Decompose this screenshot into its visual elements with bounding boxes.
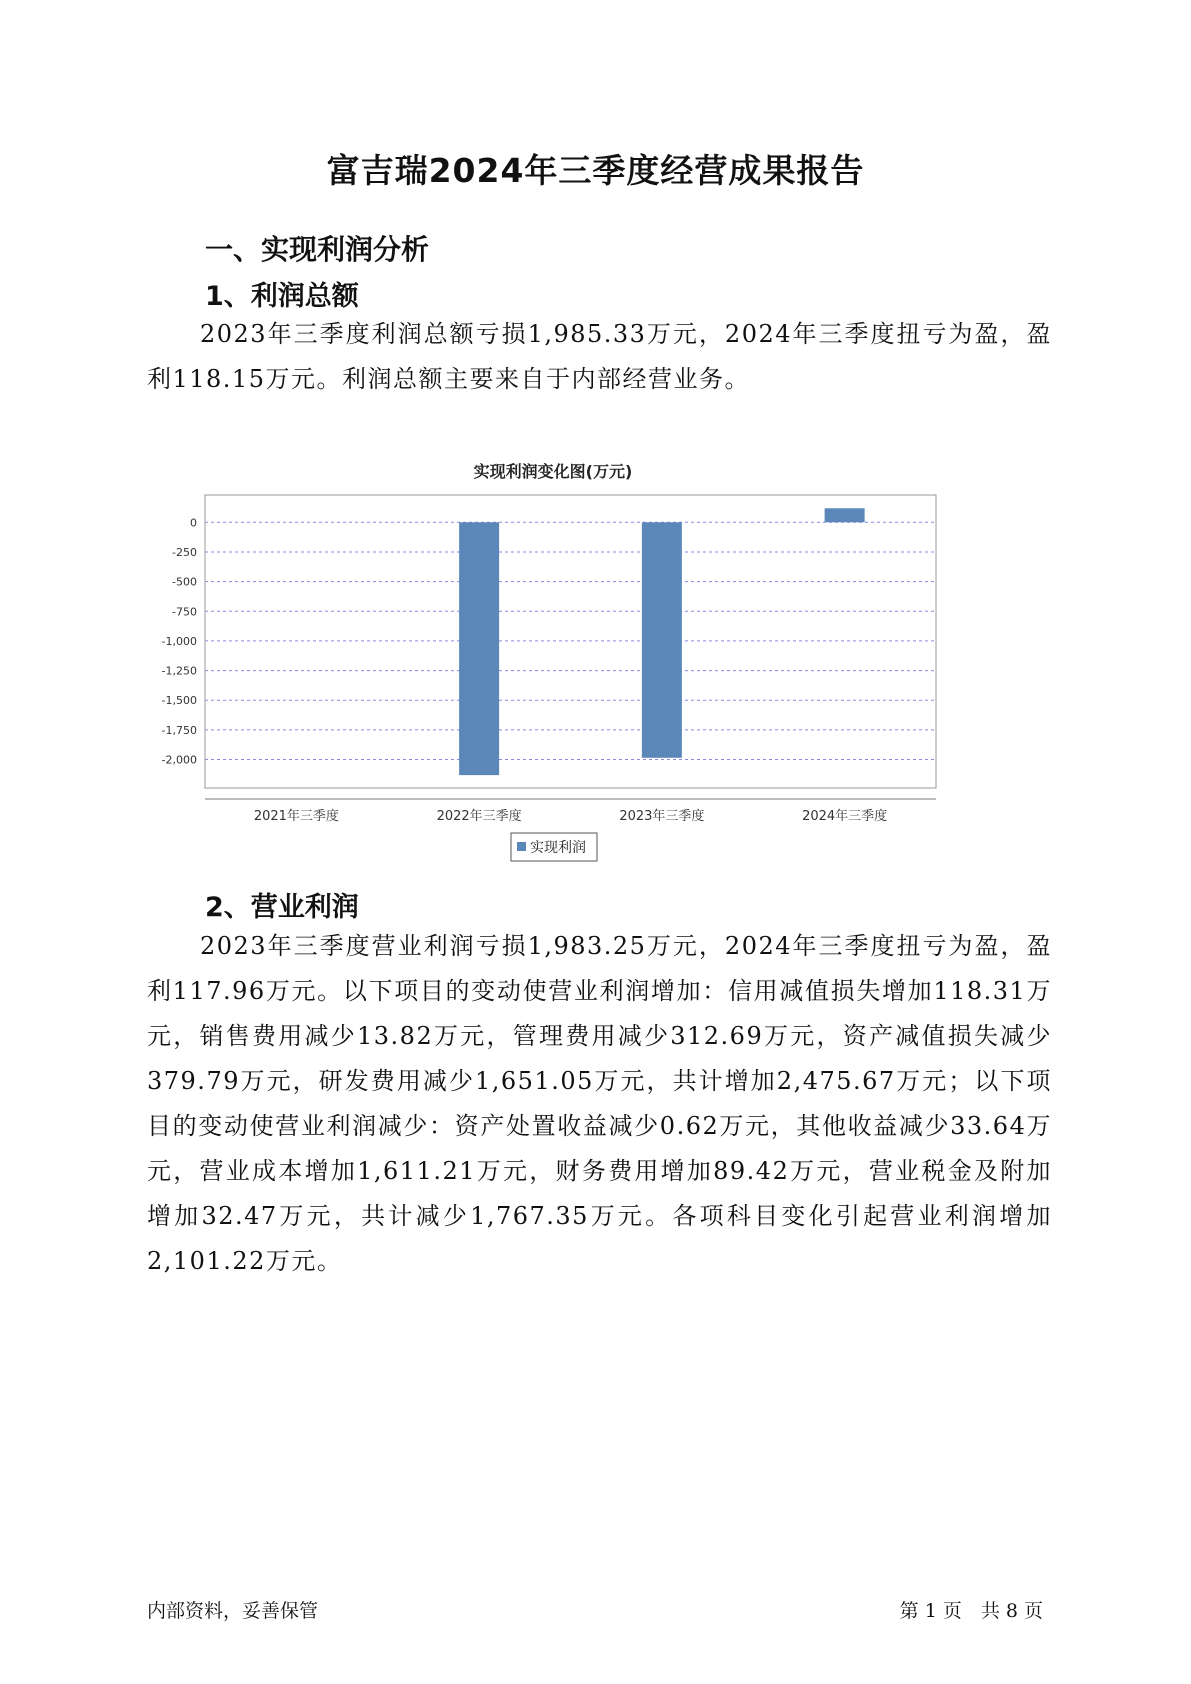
chart-title: 实现利润变化图(万元) xyxy=(473,462,633,481)
x-axis-ticks xyxy=(254,808,887,824)
x-tick-label: 2021年三季度 xyxy=(253,809,339,824)
y-tick-label: -2,000 xyxy=(161,753,197,767)
chart-bars xyxy=(459,508,865,775)
profit-chart xyxy=(160,455,1040,910)
y-tick-label: -500 xyxy=(172,575,197,589)
y-tick-label: -1,500 xyxy=(161,694,197,708)
report-title: 富吉瑞2024年三季度经营成果报告 xyxy=(326,151,865,190)
chart-legend xyxy=(511,833,597,861)
subsection-heading-operating-profit: 2、营业利润 xyxy=(205,892,359,923)
y-tick-label: -1,250 xyxy=(161,664,197,678)
x-tick-label: 2023年三季度 xyxy=(619,809,705,824)
bar-3 xyxy=(642,522,682,758)
bar-2 xyxy=(459,522,499,775)
chart-gridlines xyxy=(205,522,936,759)
x-tick-label: 2022年三季度 xyxy=(436,809,522,824)
legend-label: 实现利润 xyxy=(530,840,586,856)
total-profit-paragraph: 2023年三季度利润总额亏损1,985.33万元，2024年三季度扭亏为盈，盈利118.15万元。利润总额主要来自于内部经营业务。 xyxy=(147,320,1052,393)
y-tick-label: -1,000 xyxy=(161,634,197,648)
y-tick-label: -1,750 xyxy=(161,723,197,737)
operating-profit-paragraph: 2023年三季度营业利润亏损1,983.25万元，2024年三季度扭亏为盈，盈利117.96万元。以下项目的变动使营业利润增加：信用减值损失增加118.31万元，销售费用减少13.82万元，管理费用减少312.69万元，资产减值损失减少379.79万元，研发费用减少1,651.05万元，共计增加2,475.67万元；以下项目的变动使营业利润减少：资产处置收益减少0.62万元，其他收益减少33.64万元，营业成本增加1,611.21万元，财务费用增加89.42万元，营业税金及附加增加32.47万元，共计减少1,767.35万元。各项科目变化引起营业利润增加2,101.22万元。 xyxy=(147,932,1052,1275)
legend-swatch xyxy=(517,842,526,851)
section-heading-profit-analysis: 一、实现利润分析 xyxy=(205,233,430,266)
bar-4 xyxy=(825,508,865,522)
y-tick-label: -750 xyxy=(172,605,197,619)
profit-chart-svg xyxy=(160,455,1040,910)
y-tick-label: -250 xyxy=(172,545,197,559)
y-tick-label: 0 xyxy=(190,516,197,530)
subsection-heading-total-profit: 1、利润总额 xyxy=(205,281,359,312)
x-tick-label: 2024年三季度 xyxy=(802,809,888,824)
footer-page-number: 第 1 页 共 8 页 xyxy=(899,1600,1043,1622)
plot-area-frame xyxy=(205,495,936,788)
y-axis-ticks xyxy=(162,516,197,766)
footer-confidential-note: 内部资料，妥善保管 xyxy=(147,1600,319,1622)
